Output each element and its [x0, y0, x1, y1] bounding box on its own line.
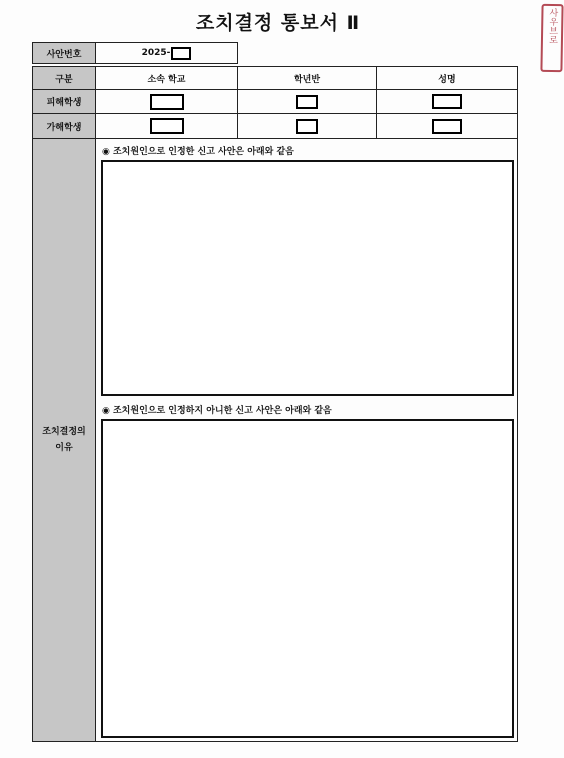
offender-name-cell	[376, 113, 518, 139]
victim-grade-cell	[237, 89, 377, 114]
victim-grade-redaction	[296, 95, 318, 109]
victim-school-cell	[95, 89, 238, 114]
case-number-redaction	[171, 47, 191, 60]
not-recognized-cases-note: ◉ 조치원인으로 인정하지 아니한 신고 사안은 아래와 같음	[102, 406, 332, 416]
case-number-field	[95, 42, 238, 64]
header-category: 구분	[32, 66, 96, 90]
case-number-value: 2025-	[141, 48, 171, 58]
offender-grade-cell	[237, 113, 377, 139]
row-offender-label: 가해학생	[32, 113, 96, 139]
recognized-cases-note: ◉ 조치원인으로 인정한 신고 사안은 아래와 같음	[102, 147, 294, 157]
offender-school-redaction	[150, 118, 184, 134]
document-title: 조치결정 통보서 Ⅱ	[195, 12, 361, 34]
reason-label-line2: 이유	[55, 443, 73, 453]
seal-stamp-text: 사우브로	[546, 7, 558, 45]
row-victim-label: 피해학생	[32, 89, 96, 114]
offender-grade-redaction	[296, 119, 318, 134]
offender-school-cell	[95, 113, 238, 139]
header-school: 소속 학교	[95, 66, 238, 90]
header-grade-class: 학년반	[237, 66, 377, 90]
header-name: 성명	[376, 66, 518, 90]
offender-name-redaction	[432, 119, 462, 134]
not-recognized-cases-box	[101, 419, 514, 738]
seal-stamp	[540, 4, 563, 72]
victim-school-redaction	[150, 94, 184, 110]
reason-label-line1: 조치결정의	[42, 427, 86, 437]
victim-name-redaction	[432, 94, 462, 109]
recognized-cases-box	[101, 160, 514, 396]
case-number-label: 사안번호	[32, 42, 96, 64]
reason-label-cell	[32, 138, 96, 742]
victim-name-cell	[376, 89, 518, 114]
